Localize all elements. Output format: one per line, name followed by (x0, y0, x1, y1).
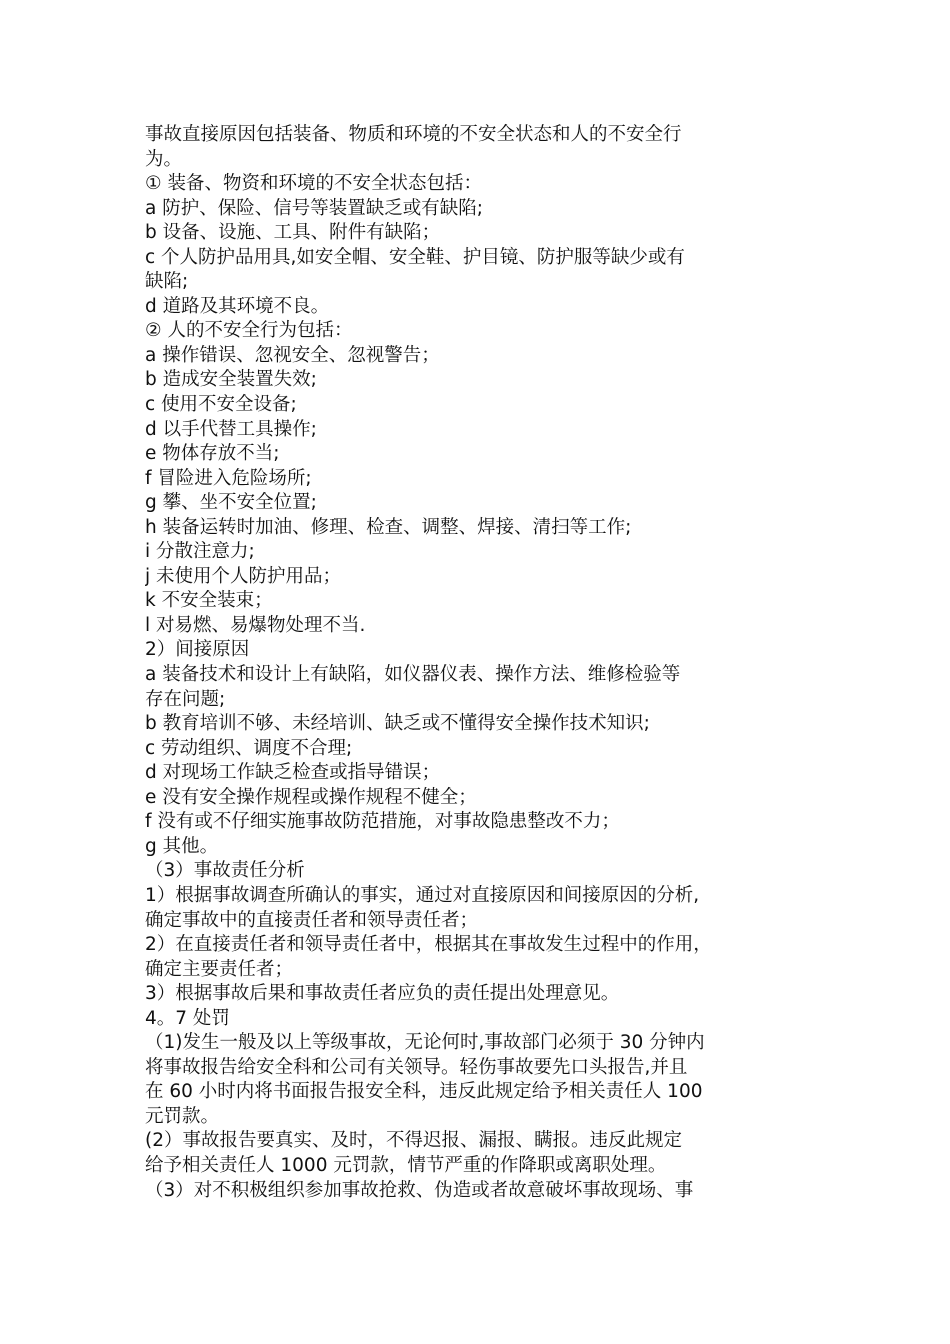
text-line: 1）根据事故调查所确认的事实，通过对直接原因和间接原因的分析, (145, 884, 700, 906)
text-line: k 不安全装束； (145, 590, 273, 612)
text-line: e 物体存放不当; (145, 443, 280, 465)
text-line: g 其他。 (145, 835, 219, 857)
text-line: a 操作错误、忽视安全、忽视警告； (145, 344, 440, 366)
text-line: 存在问题; (145, 688, 226, 710)
text-line: （1)发生一般及以上等级事故，无论何时,事故部门必须于 30 分钟内 (145, 1032, 705, 1054)
text-line: c 使用不安全设备; (145, 394, 297, 416)
text-line: c 个人防护品用具,如安全帽、安全鞋、护目镜、防护服等缺少或有 (145, 246, 685, 268)
text-line: 2）间接原因 (145, 639, 250, 661)
document-body (145, 123, 810, 1203)
text-line: f 冒险进入危险场所; (145, 467, 312, 489)
text-line: b 设备、设施、工具、附件有缺陷； (145, 222, 441, 244)
text-line: (2）事故报告要真实、及时，不得迟报、漏报、瞒报。违反此规定 (145, 1130, 682, 1152)
text-line: 确定事故中的直接责任者和领导责任者； (145, 909, 479, 931)
text-line: 2）在直接责任者和领导责任者中，根据其在事故发生过程中的作用， (145, 934, 712, 956)
text-line: 元罚款。 (145, 1105, 220, 1127)
text-line: j 未使用个人防护用品； (145, 565, 342, 587)
text-line: e 没有安全操作规程或操作规程不健全； (145, 786, 477, 808)
text-line: ① 装备、物资和环境的不安全状态包括： (145, 173, 482, 195)
text-line: ② 人的不安全行为包括： (145, 320, 353, 342)
text-line: i 分散注意力; (145, 541, 255, 563)
text-line: g 攀、坐不安全位置; (145, 492, 317, 514)
text-line: h 装备运转时加油、修理、检查、调整、焊接、清扫等工作; (145, 516, 632, 538)
text-line: d 对现场工作缺乏检查或指导错误； (145, 762, 441, 784)
text-line: 给予相关责任人 1000 元罚款，情节严重的作降职或离职处理。 (145, 1154, 667, 1176)
text-line: 在 60 小时内将书面报告报安全科，违反此规定给予相关责任人 100 (145, 1081, 703, 1103)
text-line: 将事故报告给安全科和公司有关领导。轻伤事故要先口头报告,并且 (145, 1056, 688, 1078)
text-line: 事故直接原因包括装备、物质和环境的不安全状态和人的不安全行 (145, 124, 682, 145)
text-line: 4。7 处罚 (145, 1007, 230, 1029)
text-line: b 教育培训不够、未经培训、缺乏或不懂得安全操作技术知识; (145, 713, 650, 735)
text-line: 确定主要责任者； (145, 958, 294, 980)
text-line: （3）对不积极组织参加事故抢救、伪造或者故意破坏事故现场、事 (145, 1179, 694, 1201)
text-line: 为。 (145, 148, 183, 170)
text-line: d 以手代替工具操作; (145, 418, 317, 440)
text-line: a 装备技术和设计上有缺陷，如仪器仪表、操作方法、维修检验等 (145, 664, 681, 686)
text-line: 3）根据事故后果和事故责任者应负的责任提出处理意见。 (145, 983, 620, 1005)
text-line: a 防护、保险、信号等装置缺乏或有缺陷; (145, 197, 483, 219)
text-line: l 对易燃、易爆物处理不当. (145, 614, 366, 636)
text-line: d 道路及其环境不良。 (145, 295, 330, 317)
text-line: （3）事故责任分析 (145, 860, 305, 882)
text-line: 缺陷; (145, 271, 189, 293)
text-line: b 造成安全装置失效; (145, 369, 317, 391)
text-line: f 没有或不仔细实施事故防范措施，对事故隐患整改不力； (145, 811, 620, 833)
text-line: c 劳动组织、调度不合理; (145, 737, 353, 759)
